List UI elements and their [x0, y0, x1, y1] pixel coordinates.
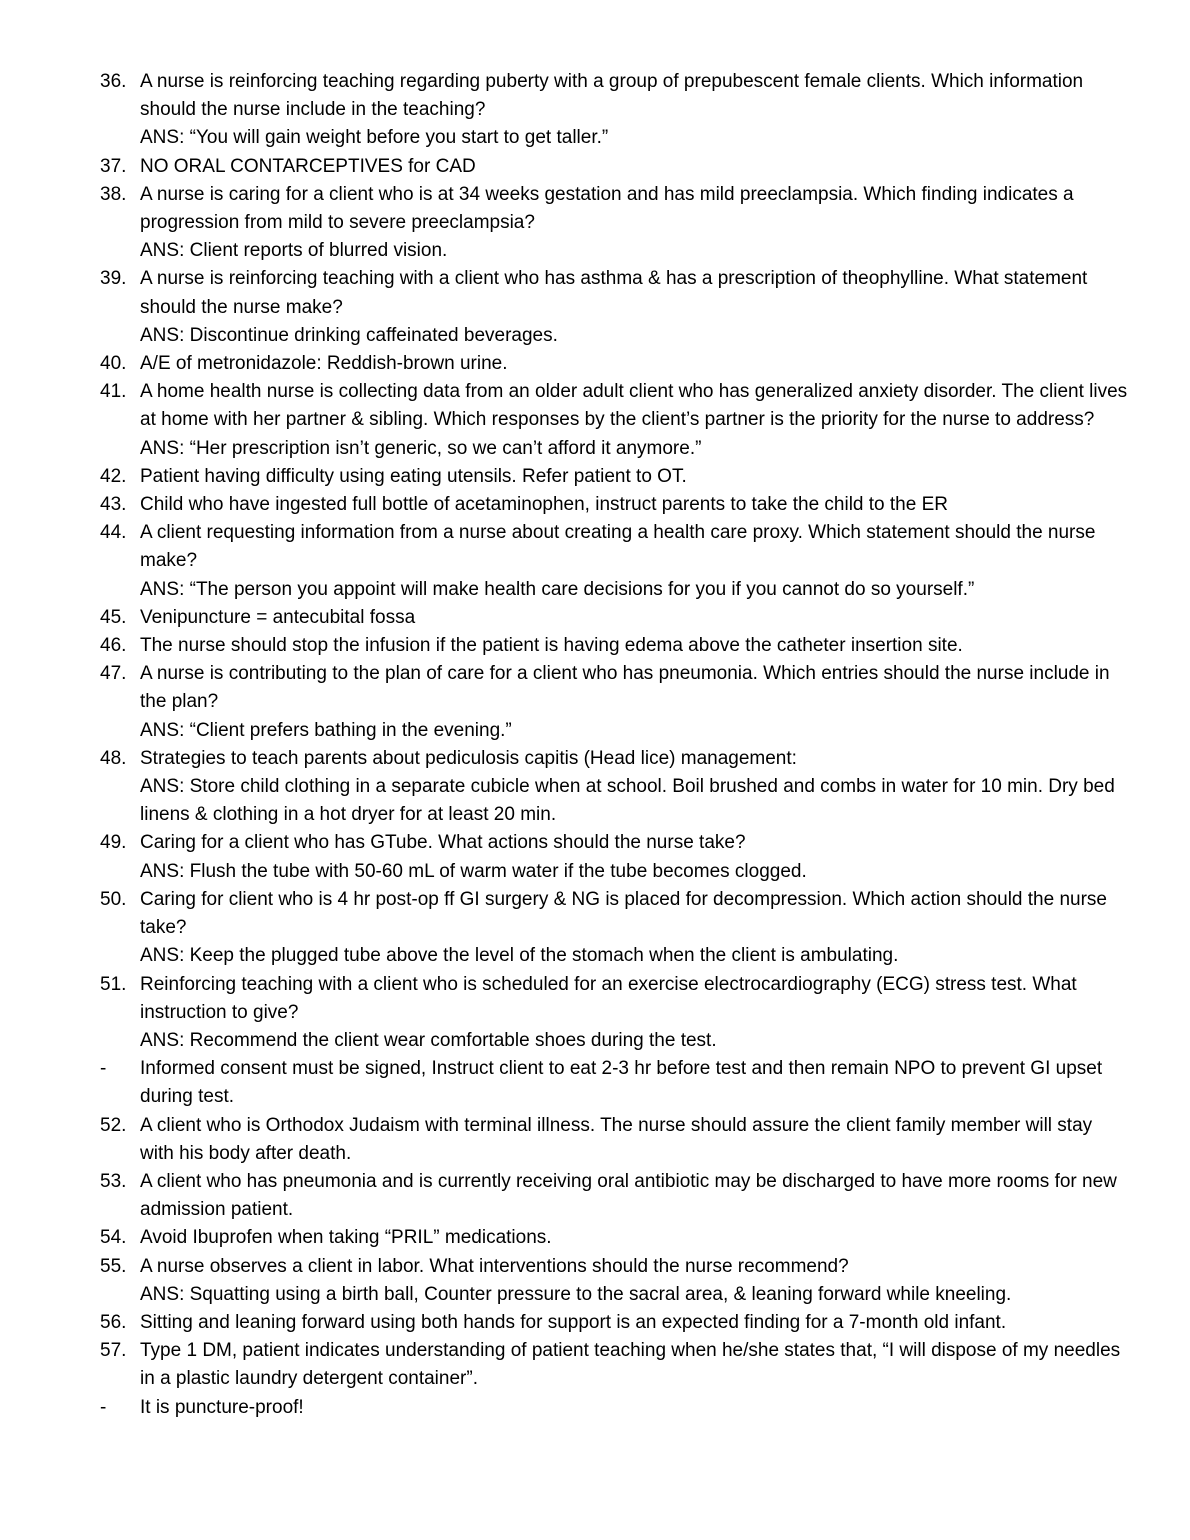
list-marker: 38. [100, 183, 127, 205]
list-item-content [140, 181, 1130, 266]
list-item-content [140, 491, 1130, 519]
list-item [100, 181, 1130, 266]
list-marker: 48. [100, 747, 127, 769]
list-item [100, 604, 1130, 632]
answer-text: ANS: Recommend the client wear comfortable shoes during the test. [140, 1029, 717, 1051]
list-item [100, 68, 1130, 153]
answer-text: ANS: “The person you appoint will make health care decisions for you if you cannot do so yourself.” [140, 578, 975, 600]
list-item [100, 1309, 1130, 1337]
list-item [100, 1337, 1130, 1393]
list-item [100, 745, 1130, 830]
item-text: A nurse is caring for a client who is at 34 weeks gestation and has mild preeclampsia. Which finding indicates a progression from mild to severe preeclampsia? [140, 183, 1074, 234]
list-item [100, 886, 1130, 971]
list-marker: - [100, 1058, 107, 1080]
list-marker: 42. [100, 465, 127, 487]
answer-text: ANS: “You will gain weight before you start to get taller.” [140, 127, 609, 149]
list-item [100, 1224, 1130, 1252]
list-item-content [140, 68, 1130, 153]
list-marker: 51. [100, 973, 127, 995]
list-item-content [140, 829, 1130, 885]
answer-text: ANS: Client reports of blurred vision. [140, 240, 448, 262]
item-text: A nurse observes a client in labor. What interventions should the nurse recommend? [140, 1255, 849, 1277]
item-text: Type 1 DM, patient indicates understanding of patient teaching when he/she states that, “I will dispose of my needles in a plastic laundry detergent container”. [140, 1340, 1121, 1390]
list-item-content [140, 660, 1130, 745]
item-text: Reinforcing teaching with a client who is scheduled for an exercise electrocardiography (ECG) stress test. What instruction to give? [140, 973, 1077, 1023]
list-marker: 50. [100, 888, 127, 910]
item-text: A/E of metronidazole: Reddish-brown urine. [140, 353, 508, 375]
list-item [100, 1394, 1130, 1422]
list-item [100, 153, 1130, 181]
list-item-content [140, 265, 1130, 350]
list-marker: 37. [100, 155, 127, 177]
item-text: Sitting and leaning forward using both hands for support is an expected finding for a 7-month old infant. [140, 1311, 1007, 1333]
item-text: Patient having difficulty using eating utensils. Refer patient to OT. [140, 465, 687, 487]
answer-text: ANS: Flush the tube with 50-60 mL of warm water if the tube becomes clogged. [140, 860, 807, 882]
item-text: A nurse is reinforcing teaching with a client who has asthma & has a prescription of theophylline. What statement should the nurse make? [140, 268, 1088, 318]
item-text: Strategies to teach parents about pediculosis capitis (Head lice) management: [140, 747, 797, 769]
list-marker: - [100, 1396, 107, 1418]
list-item-content [140, 1394, 1130, 1422]
list-marker: 43. [100, 494, 127, 516]
list-item [100, 378, 1130, 463]
list-marker: 52. [100, 1114, 127, 1136]
list-item [100, 463, 1130, 491]
list-item [100, 632, 1130, 660]
list-item-content [140, 463, 1130, 491]
list-item-content [140, 745, 1130, 830]
list-marker: 40. [100, 353, 127, 375]
item-text: Caring for client who is 4 hr post-op ff GI surgery & NG is placed for decompression. Which action should the nurse take? [140, 888, 1107, 939]
list-item-content [140, 153, 1130, 181]
list-marker: 39. [100, 268, 127, 290]
item-text: The nurse should stop the infusion if the patient is having edema above the catheter insertion site. [140, 635, 963, 657]
answer-text: ANS: Squatting using a birth ball, Counter pressure to the sacral area, & leaning forward while kneeling. [140, 1283, 1012, 1305]
list-marker: 46. [100, 635, 127, 657]
answer-text: ANS: Discontinue drinking caffeinated beverages. [140, 324, 558, 346]
list-marker: 57. [100, 1340, 127, 1362]
list-item-content [140, 519, 1130, 604]
answer-text: ANS: “Her prescription isn’t generic, so we can’t afford it anymore.” [140, 437, 702, 459]
list-marker: 41. [100, 381, 127, 403]
list-item [100, 350, 1130, 378]
item-text: Avoid Ibuprofen when taking “PRIL” medications. [140, 1227, 552, 1249]
answer-text: ANS: Keep the plugged tube above the level of the stomach when the client is ambulating. [140, 945, 899, 967]
item-text: A client who has pneumonia and is currently receiving oral antibiotic may be discharged to have more rooms for new admission patient. [140, 1170, 1117, 1221]
list-item [100, 519, 1130, 604]
list-item [100, 265, 1130, 350]
list-item-content [140, 1112, 1130, 1168]
list-item-content [140, 1055, 1130, 1111]
list-item-content [140, 886, 1130, 971]
list-item [100, 971, 1130, 1056]
list-item-content [140, 1168, 1130, 1224]
list-item [100, 1168, 1130, 1224]
list-item [100, 491, 1130, 519]
list-item-content [140, 378, 1130, 463]
list-item-content [140, 632, 1130, 660]
list-marker: 55. [100, 1255, 127, 1277]
item-text: NO ORAL CONTARCEPTIVES for CAD [140, 155, 476, 177]
list-item-content [140, 350, 1130, 378]
list-marker: 53. [100, 1170, 127, 1192]
list-marker: 56. [100, 1311, 127, 1333]
list-marker: 47. [100, 663, 127, 685]
item-text: It is puncture-proof! [140, 1396, 304, 1418]
list-item [100, 829, 1130, 885]
list-item-content [140, 1224, 1130, 1252]
list-item [100, 1112, 1130, 1168]
item-text: Caring for a client who has GTube. What actions should the nurse take? [140, 832, 746, 854]
list-marker: 36. [100, 71, 127, 92]
item-text: A home health nurse is collecting data from an older adult client who has generalized anxiety disorder. The client lives at home with her partner & sibling. Which responses by the client’s partner is the priority for the nurse to address? [140, 381, 1128, 431]
list-item [100, 1055, 1130, 1111]
list-item-content [140, 1337, 1130, 1393]
item-text: A nurse is reinforcing teaching regarding puberty with a group of prepubescent female clients. Which information should the nurse include in the teaching? [140, 71, 1084, 121]
list-marker: 49. [100, 832, 127, 854]
item-text: A client who is Orthodox Judaism with terminal illness. The nurse should assure the client family member will stay with his body after death. [140, 1114, 1093, 1164]
list-item [100, 660, 1130, 745]
item-text: Venipuncture = antecubital fossa [140, 606, 416, 628]
list-item-content [140, 604, 1130, 632]
item-text: A nurse is contributing to the plan of care for a client who has pneumonia. Which entries should the nurse include in the plan? [140, 663, 1110, 713]
answer-text: ANS: Store child clothing in a separate cubicle when at school. Boil brushed and combs in water for 10 min. Dry bed linens & clothing in a hot dryer for at least 20 min. [140, 776, 1115, 826]
item-text: Child who have ingested full bottle of acetaminophen, instruct parents to take the child to the ER [140, 494, 948, 516]
list-marker: 44. [100, 522, 127, 544]
list-item-content [140, 1309, 1130, 1337]
list-item [100, 1253, 1130, 1309]
list-item-content [140, 971, 1130, 1056]
list-marker: 45. [100, 606, 127, 628]
list-item-content [140, 1253, 1130, 1309]
item-text: Informed consent must be signed, Instruct client to eat 2-3 hr before test and then remain NPO to prevent GI upset during test. [140, 1058, 1103, 1108]
item-text: A client requesting information from a nurse about creating a health care proxy. Which statement should the nurse make? [140, 522, 1096, 572]
list-marker: 54. [100, 1227, 127, 1249]
answer-text: ANS: “Client prefers bathing in the evening.” [140, 719, 512, 741]
notes-list [100, 68, 1130, 1422]
